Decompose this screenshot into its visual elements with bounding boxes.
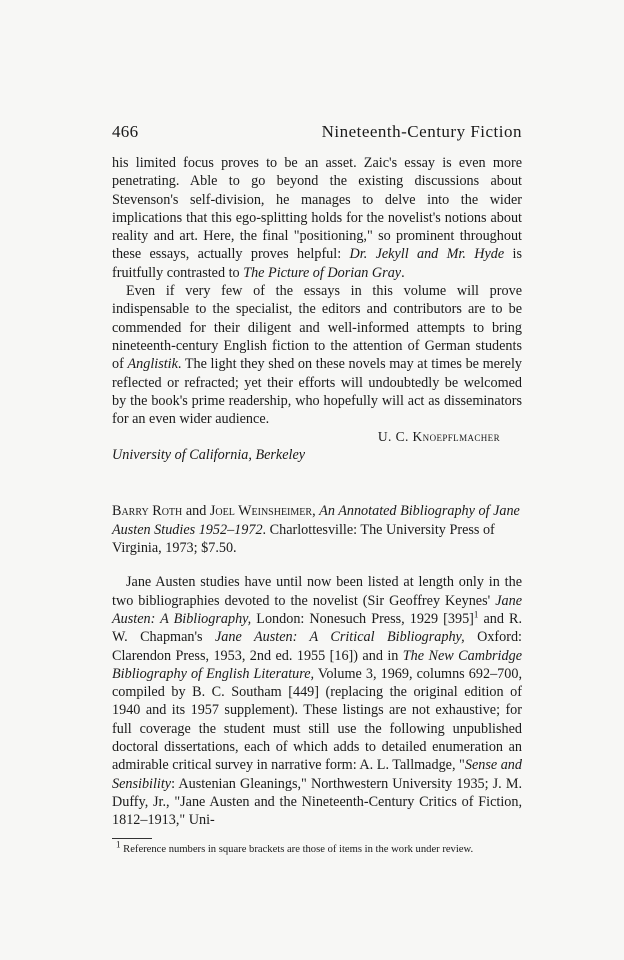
page-number: 466	[112, 122, 139, 141]
reviewer-signature: U. C. Knoepflmacher	[377, 429, 500, 445]
review2-heading	[112, 502, 522, 557]
text-run: Volume 3, 1969, columns 692–700, compiled by B. C. Southam [449] (replacing the original edition of 1940 and its 1957 supplement). These listings are not exhaustive; for full coverage the student must still use the following unpublished doctoral dissertations, each of which adds to detailed enumeration an admirable critical survey in narrative form: A. L. Tallmadge, "	[112, 665, 522, 774]
footnote-text: Reference numbers in square brackets are those of items in the work under review.	[120, 843, 474, 855]
text-run: . The light they shed on these novels may at times be merely reflected or refracted; yet their efforts will undoubtedly be welcomed by the book's prime readership, who hopefully will act as disseminators for an even wider audience.	[112, 356, 522, 428]
text-run: .	[401, 264, 405, 281]
text-run: his limited focus proves to be an asset. Zaic's essay is even more penetrating. Able to go beyond the existing discussions about Stevenson's self-division, he manages to delve into the wider implications that this ego-splitting holds for the novelist's notions about reality and art. Here, the final "positioning," so prominent throughout these essays, actually proves helpful:	[112, 155, 522, 263]
work-title: Sense and Sensibility	[112, 757, 522, 792]
text-run: and	[182, 503, 210, 520]
reviewer-affiliation: University of California, Berkeley	[112, 447, 306, 464]
author-name: Joel Weinsheimer	[209, 503, 313, 520]
author-name: Barry Roth	[112, 503, 183, 520]
text-run: Jane Austen studies have until now been listed at length only in the two bibliographies devoted to the novelist (Sir Geoffrey Keynes'	[112, 574, 522, 609]
book-title: An Annotated Bibliography of Jane Austen Studies 1952–1972	[112, 503, 520, 538]
review2-citation	[112, 502, 522, 557]
work-title: The Picture of Dorian Gray	[243, 264, 402, 281]
footnote-marker: 1	[473, 609, 479, 620]
text-run: and R. W. Chapman's	[112, 610, 522, 646]
work-title: Dr. Jekyll and Mr. Hyde	[349, 246, 505, 263]
journal-title: Nineteenth-Century Fiction	[321, 122, 522, 141]
review1-paragraph-1	[112, 154, 522, 282]
text-run: : Austenian Gleanings," Northwestern University 1935; J. M. Duffy, Jr., "Jane Austen and the Nineteenth-Century Critics of Fiction, 1812–1913," Uni-	[112, 775, 522, 829]
running-header	[112, 122, 522, 142]
publisher-info: . Charlottesville: The University Press of Virginia, 1973; $7.50.	[112, 521, 495, 557]
work-title: The New Cambridge Bibliography of English Literature,	[112, 647, 522, 682]
review1-paragraph-2	[112, 282, 522, 428]
foreign-term: Anglistik	[127, 356, 178, 373]
footnote	[112, 838, 522, 857]
text-run: is fruitfully contrasted to	[112, 246, 523, 281]
page	[112, 122, 522, 857]
text-run: ,	[312, 503, 320, 520]
text-run: Even if very few of the essays in this volume will prove indispensable to the specialist, the editors and contributors are to be commended for their diligent and well-informed attempts to bring nineteenth-century English fiction to the attention of German students of	[112, 283, 522, 373]
text-run: Oxford: Clarendon Press, 1953, 2nd ed. 1955 [16]) and in	[112, 629, 522, 664]
footnote-number: 1	[116, 838, 121, 849]
text-run: London: Nonesuch Press, 1929 [395]	[251, 610, 474, 627]
work-title: Jane Austen: A Bibliography,	[112, 592, 522, 627]
review2-paragraph-1	[112, 573, 522, 829]
work-title: Jane Austen: A Critical Bibliography,	[215, 629, 465, 646]
